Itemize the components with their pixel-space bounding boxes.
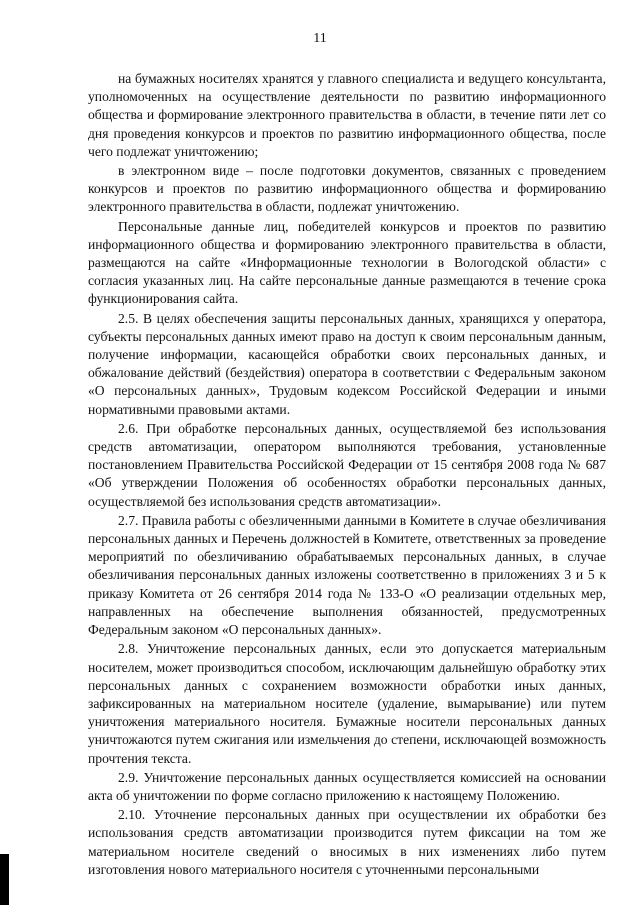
- paragraph-paper-storage: на бумажных носителях хранятся у главного специалиста и ведущего консультанта, уполномоченных на осуществление деятельности по развитию информационного общества и формирование электронного правительства в области, в течение пяти лет со дня проведения конкурсов и проектов по развитию информационного общества, после чего подлежат уничтожению;: [88, 71, 606, 159]
- scan-edge-mark: [0, 854, 9, 905]
- paragraph-2-8: 2.8. Уничтожение персональных данных, если это допускается материальным носителем, может производиться способом, исключающим дальнейшую обработку этих персональных данных с сохранением возможности обработки иных данных, зафиксированных на материальном носителе (удаление, вымарывание) или путем уничтожения материального носителя. Бумажные носители персональных данных уничтожаются путем сжигания или измельчения до степени, исключающей возможность прочтения текста.: [88, 641, 606, 766]
- page-number: 11: [313, 31, 327, 46]
- paragraph-2-9: 2.9. Уничтожение персональных данных осуществляется комиссией на основании акта об уничтожении по форме согласно приложению к настоящему Положению.: [88, 769, 606, 803]
- document-body: [88, 70, 606, 879]
- paragraph-electronic-storage: в электронном виде – после подготовки документов, связанных с проведением конкурсов и проектов по развитию информационного общества и формированию электронного правительства в области, подлежат уничтожению.: [88, 163, 606, 215]
- paragraph-2-7: 2.7. Правила работы с обезличенными данными в Комитете в случае обезличивания персональных данных и Перечень должностей в Комитете, ответственных за проведение мероприятий по обезличиванию обрабатываемых персональных данных, в случае обезличивания персональных данных изложены соответственно в приложениях 3 и 5 к приказу Комитета от 26 сентября 2014 года № 133-О «О реализации отдельных мер, направленных на обеспечение выполнения обязанностей, предусмотренных Федеральным законом «О персональных данных».: [88, 512, 606, 638]
- paragraph-2-10: 2.10. Уточнение персональных данных при осуществлении их обработки без использования средств автоматизации производится путем фиксации на том же материальном носителе сведений о вносимых в них изменениях либо путем изготовления нового материального носителя с уточненными персональными: [88, 807, 606, 877]
- paragraph-2-6: 2.6. При обработке персональных данных, осуществляемой без использования средств автоматизации, оператором выполняются требования, установленные постановлением Правительства Российской Федерации от 15 сентября 2008 года № 687 «Об утверждении Положения об особенностях обработки персональных данных, осуществляемой без использования средств автоматизации».: [88, 420, 606, 509]
- paragraph-2-5: 2.5. В целях обеспечения защиты персональных данных, хранящихся у оператора, субъекты персональных данных имеют право на доступ к своим персональным данным, получение информации, касающейся обработки своих персональных данных, и обжалование действий (бездействия) оператора в соответствии с Федеральным законом «О персональных данных», Трудовым кодексом Российской Федерации и иными нормативными правовыми актами.: [88, 310, 606, 417]
- paragraph-website-publication: Персональные данные лиц, победителей конкурсов и проектов по развитию информационного общества и формированию электронного правительства в области, размещаются на сайте «Информационные технологии в Вологодской области» с согласия указанных лиц. На сайте персональные данные размещаются в течение срока функционирования сайта.: [88, 218, 606, 307]
